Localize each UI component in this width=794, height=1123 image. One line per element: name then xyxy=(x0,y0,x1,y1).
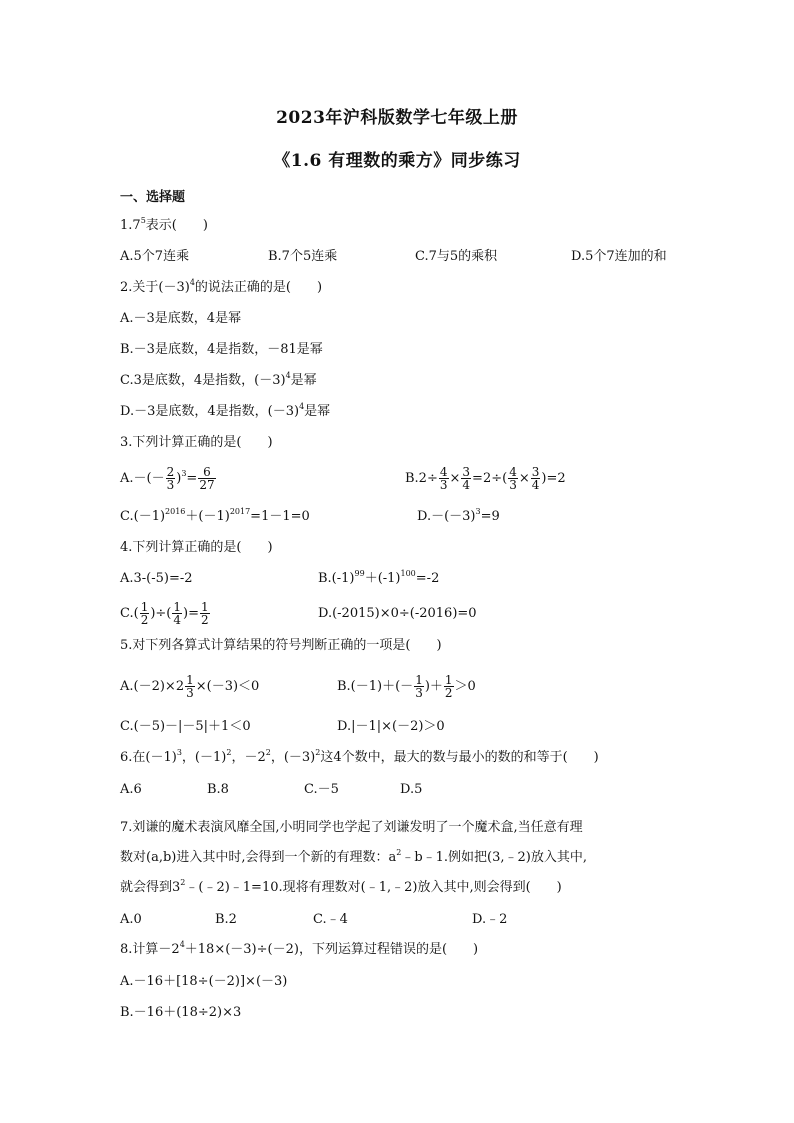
question-7-option-d: D.﹣2 xyxy=(472,912,508,927)
question-5-option-c: C.(－5)－|－5|＋1＜0 xyxy=(120,719,251,734)
question-5-stem: 5.对下列各算式计算结果的符号判断正确的一项是( ) xyxy=(120,638,442,653)
question-8-option-a: A.－16＋[18÷(－2)]×(－3) xyxy=(120,974,288,989)
fraction: $\frac{4}{3}$ xyxy=(439,465,448,492)
question-7-line-3: 就会得到$3^2﹣(﹣2)﹣1=10$.现将有理数对(﹣1,﹣2)放入其中,则会得到( ) xyxy=(120,878,562,895)
question-2-option-d: D.－3是底数，4是指数，$(-3)^4$是幂 xyxy=(120,402,331,419)
question-5-option-b: B.(－1)＋(－ $\frac{1}{3}$ )＋ $\frac{1}{2}$ ＞0 xyxy=(337,673,476,700)
question-4-option-a: A.3-(-5)=-2 xyxy=(120,571,193,586)
fraction: $\frac{2}{3}$ xyxy=(166,465,175,492)
question-1-option-c: C.7与5的乘积 xyxy=(415,249,498,264)
question-3-option-d: $D.-(-3)^3=9$ xyxy=(417,507,500,524)
question-2-option-c: C.3是底数，4是指数，$(-3)^4$是幂 xyxy=(120,371,317,388)
question-6-option-c: C.－5 xyxy=(304,782,339,797)
question-8-stem: 8.计算$-2^4+18\times(-3)\div(-2)$，下列运算过程错误的是( ) xyxy=(120,940,479,957)
fraction: $\frac{1}{2}$ xyxy=(444,673,453,700)
question-1-option-b: B.7个5连乘 xyxy=(268,249,338,264)
fraction: $\frac{1}{2}$ xyxy=(140,600,149,627)
fraction: $\frac{1}{3}$ xyxy=(186,673,194,700)
fraction: $\frac{1}{4}$ xyxy=(173,600,182,627)
fraction: $\frac{3}{4}$ xyxy=(462,465,471,492)
question-7-line-2: 数对(a,b)进入其中时,会得到一个新的有理数：$a^2﹣b﹣1$.例如把(3,﹣2)放入其中, xyxy=(120,848,588,865)
question-4-option-d: D.(-2015)×0÷(-2016)=0 xyxy=(318,606,477,621)
fraction: $\frac{6}{27}$ xyxy=(199,465,215,492)
question-5-option-a: A.(－2)×2 $\frac{1}{3}$ ×(－3)＜0 xyxy=(120,673,260,700)
section-heading: 一、选择题 xyxy=(120,190,186,205)
question-7-option-c: C.﹣4 xyxy=(313,912,348,927)
fraction: $\frac{4}{3}$ xyxy=(509,465,517,492)
page-subtitle: 《1.6 有理数的乘方》同步练习 xyxy=(273,151,521,171)
question-4-option-b: $B.(-1)^{99}+(-1)^{100}=-2$ xyxy=(318,569,440,586)
question-6-option-d: D.5 xyxy=(400,782,423,797)
question-3-option-a: A.－(－ $\frac{2}{3}$ )$^3$= $\frac{6}{27}$ xyxy=(120,465,215,492)
question-3-option-b: B.2÷ $\frac{4}{3}$ × $\frac{3}{4}$ =2÷( $\frac{4}{3}$ × $\frac{3}{4}$ )=2 xyxy=(405,465,566,492)
question-4-option-c: C.( $\frac{1}{2}$ )÷( $\frac{1}{4}$ )= $\frac{1}{2}$ xyxy=(120,600,209,627)
question-1-stem: $1.7^5$表示( ) xyxy=(120,216,208,233)
question-8-option-b: B.－16＋(18÷2)×3 xyxy=(120,1005,242,1020)
question-7-option-a: A.0 xyxy=(120,912,142,927)
question-3-stem: 3.下列计算正确的是( ) xyxy=(120,435,273,450)
question-2-option-b: B.－3是底数，4是指数，－81是幂 xyxy=(120,342,323,357)
fraction: $\frac{1}{2}$ xyxy=(200,600,209,627)
question-5-option-d: D.|－1|×(－2)＞0 xyxy=(337,719,445,734)
question-2-option-a: A.－3是底数，4是幂 xyxy=(120,311,242,326)
question-2-stem: 2.关于$(-3)^4$的说法正确的是( ) xyxy=(120,278,323,295)
question-6-option-a: A.6 xyxy=(120,782,142,797)
question-7-option-b: B.2 xyxy=(215,912,237,927)
question-7-line-1: 7.刘谦的魔术表演风靡全国,小明同学也学起了刘谦发明了一个魔术盒,当任意有理 xyxy=(120,820,583,835)
question-4-stem: 4.下列计算正确的是( ) xyxy=(120,540,273,555)
page-title: 2023年沪科版数学七年级上册 xyxy=(276,108,518,128)
fraction: $\frac{3}{4}$ xyxy=(531,465,540,492)
question-1-option-d: D.5个7连加的和 xyxy=(571,249,667,264)
fraction: $\frac{1}{3}$ xyxy=(415,673,423,700)
question-6-stem: 6.在$(-1)^3$，$(-1)^2$，$-2^2$，$(-3)^2$这4个数中，最大的数与最小的数的和等于( ) xyxy=(120,748,599,765)
question-1-option-a: A.5个7连乘 xyxy=(120,249,190,264)
question-3-option-c: $C.(-1)^{2016}+(-1)^{2017}=1-1=0$ xyxy=(120,507,310,524)
question-6-option-b: B.8 xyxy=(207,782,229,797)
